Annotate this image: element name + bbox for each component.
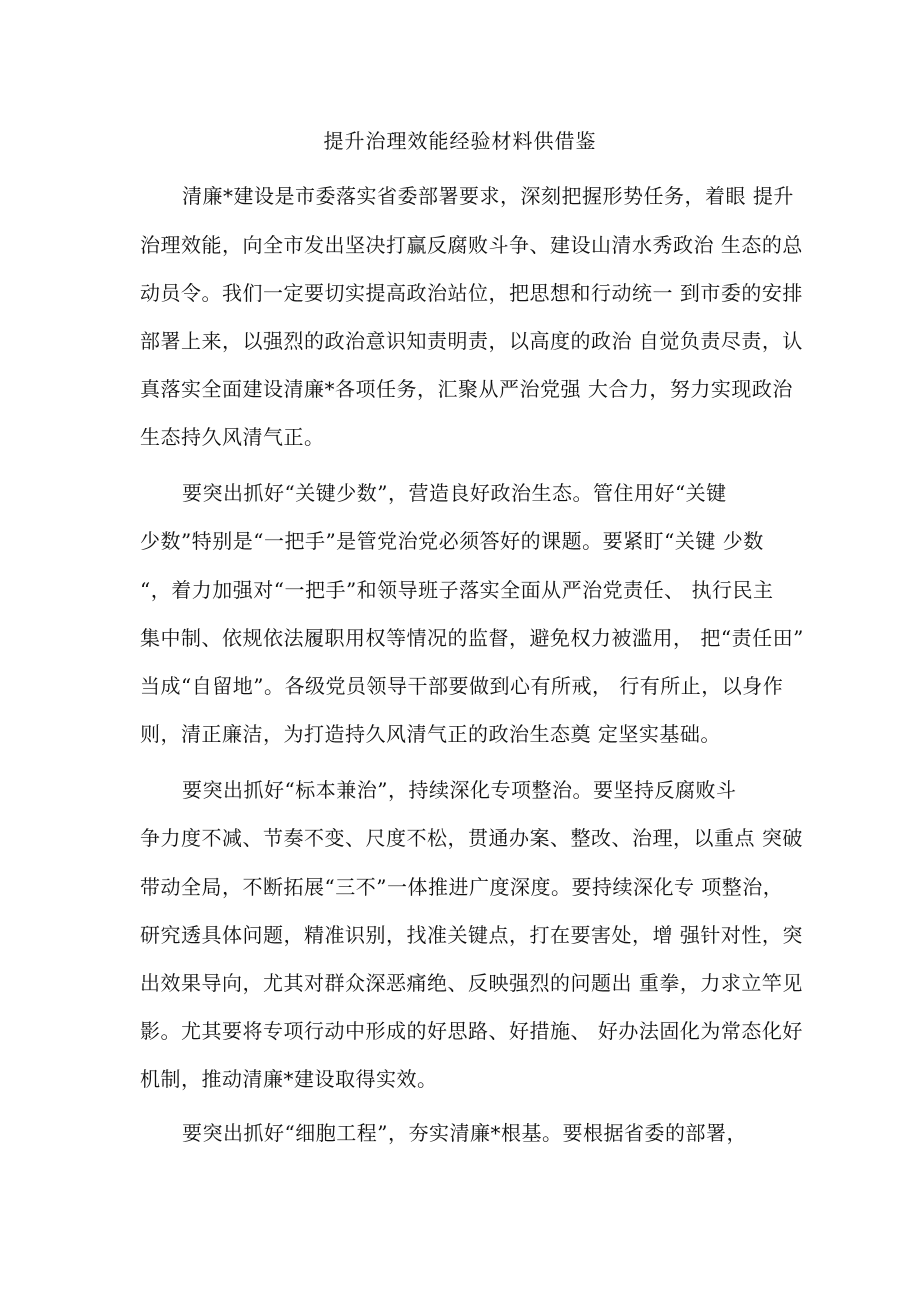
text-line: 生态持久风清气正。 xyxy=(140,425,325,449)
text-line: 治理效能，向全市发出坚决打赢反腐败斗争、建设山清水秀政治 生态的总 xyxy=(140,233,803,257)
text-line: 要突出抓好“标本兼治”，持续深化专项整治。要坚持反腐败斗 xyxy=(182,778,737,802)
text-line: 争力度不减、节奏不变、尺度不松，贯通办案、整改、治理，以重点 突破 xyxy=(140,826,803,850)
text-line: 出效果导向，尤其对群众深恶痛绝、反映强烈的问题出 重拳，力求立竿见 xyxy=(140,971,803,995)
document-title: 提升治理效能经验材料供借鉴 xyxy=(323,129,597,153)
text-line: 影。尤其要将专项行动中形成的好思路、好措施、 好办法固化为常态化好 xyxy=(140,1019,803,1043)
text-line: 少数”特别是“一把手”是管党治党必须答好的课题。要紧盯“关键 少数 xyxy=(140,529,764,553)
text-line: 则，清正廉洁，为打造持久风清气正的政治生态奠 定坚实基础。 xyxy=(140,722,721,746)
text-line: 要突出抓好“关键少数”，营造良好政治生态。管住用好“关键 xyxy=(182,481,727,505)
text-line: 真落实全面建设清廉*各项任务，汇聚从严治党强 大合力，努力实现政治 xyxy=(140,377,793,401)
text-line: 机制，推动清廉*建设取得实效。 xyxy=(140,1067,438,1091)
text-line: 动员令。我们一定要切实提高政治站位，把思想和行动统一 到市委的安排 xyxy=(140,281,803,305)
text-line: 集中制、依规依法履职用权等情况的监督，避免权力被滥用， 把“责任田” xyxy=(140,626,804,650)
text-line: 研究透具体问题，精准识别，找准关键点，打在要害处，增 强针对性，突 xyxy=(140,923,803,947)
text-line: 带动全局，不断拓展“三不”一体推进广度深度。要持续深化专 项整治， xyxy=(140,875,784,899)
text-line: 部署上来，以强烈的政治意识知责明责，以高度的政治 自觉负责尽责，认 xyxy=(140,329,803,353)
text-line: 当成“自留地”。各级党员领导干部要做到心有所戒， 行有所止，以身作 xyxy=(140,674,784,698)
text-line: 要突出抓好“细胞工程”，夯实清廉*根基。要根据省委的部署， xyxy=(182,1121,747,1145)
text-line: “，着力加强对“一把手”和领导班子落实全面从严治党责任、 执行民主 xyxy=(140,578,774,602)
text-line: 清廉*建设是市委落实省委部署要求，深刻把握形势任务，着眼 提升 xyxy=(182,184,794,208)
